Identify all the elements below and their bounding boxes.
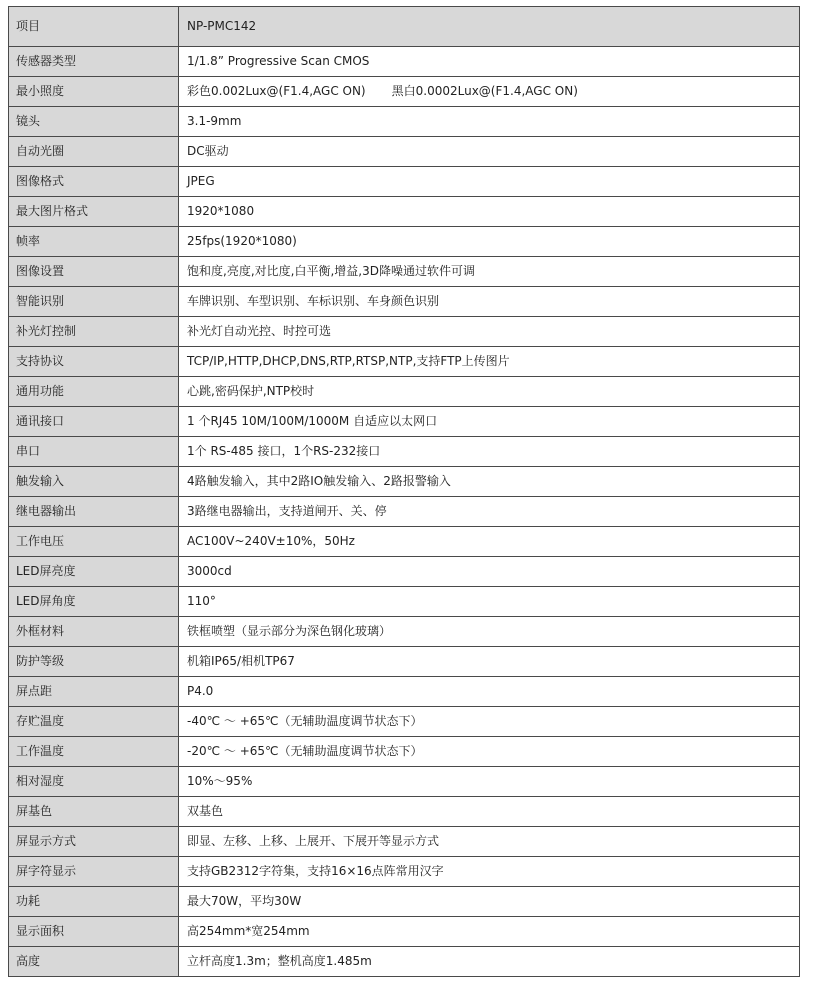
- table-row: [9, 377, 800, 407]
- row-label: 屏显示方式: [9, 827, 179, 857]
- row-label: 触发输入: [9, 467, 179, 497]
- row-label: 补光灯控制: [9, 317, 179, 347]
- row-label: 防护等级: [9, 647, 179, 677]
- row-value: 双基色: [179, 797, 800, 827]
- row-label: 通用功能: [9, 377, 179, 407]
- row-value-mono: 黑白0.0002Lux@(F1.4,AGC ON): [391, 84, 578, 98]
- table-row: [9, 47, 800, 77]
- row-label: 帧率: [9, 227, 179, 257]
- table-row: [9, 887, 800, 917]
- row-label: 图像设置: [9, 257, 179, 287]
- table-row: [9, 167, 800, 197]
- table-row: [9, 797, 800, 827]
- row-value: 车牌识别、车型识别、车标识别、车身颜色识别: [179, 287, 800, 317]
- row-value: 支持GB2312字符集，支持16×16点阵常用汉字: [179, 857, 800, 887]
- row-value: 3路继电器输出，支持道闸开、关、停: [179, 497, 800, 527]
- table-row: [9, 197, 800, 227]
- table-row: [9, 497, 800, 527]
- table-row: [9, 947, 800, 977]
- table-row: [9, 647, 800, 677]
- table-row: [9, 677, 800, 707]
- row-value: 1 个RJ45 10M/100M/1000M 自适应以太网口: [179, 407, 800, 437]
- row-label: 外框材料: [9, 617, 179, 647]
- row-value: 10%～95%: [179, 767, 800, 797]
- row-value: 1/1.8” Progressive Scan CMOS: [179, 47, 800, 77]
- row-label: 图像格式: [9, 167, 179, 197]
- row-label: 继电器输出: [9, 497, 179, 527]
- row-value: 3000cd: [179, 557, 800, 587]
- row-label: 自动光圈: [9, 137, 179, 167]
- table-row: [9, 827, 800, 857]
- row-value: -40℃ ～ +65℃（无辅助温度调节状态下）: [179, 707, 800, 737]
- table-row: [9, 77, 800, 107]
- row-label: 串口: [9, 437, 179, 467]
- table-row: [9, 257, 800, 287]
- row-label: 支持协议: [9, 347, 179, 377]
- table-row: [9, 407, 800, 437]
- row-value: 补光灯自动光控、时控可选: [179, 317, 800, 347]
- row-label: 屏字符显示: [9, 857, 179, 887]
- table-row: [9, 767, 800, 797]
- row-label: 通讯接口: [9, 407, 179, 437]
- row-label: 智能识别: [9, 287, 179, 317]
- row-value: 立杆高度1.3m；整机高度1.485m: [179, 947, 800, 977]
- row-value: 最大70W，平均30W: [179, 887, 800, 917]
- table-row: [9, 857, 800, 887]
- row-label: 最大图片格式: [9, 197, 179, 227]
- row-value: 110°: [179, 587, 800, 617]
- row-value: 25fps(1920*1080): [179, 227, 800, 257]
- row-value: 饱和度,亮度,对比度,白平衡,增益,3D降噪通过软件可调: [179, 257, 800, 287]
- row-value: JPEG: [179, 167, 800, 197]
- table-row: [9, 227, 800, 257]
- table-row: [9, 107, 800, 137]
- row-label: 存贮温度: [9, 707, 179, 737]
- row-label: 屏基色: [9, 797, 179, 827]
- row-label: 传感器类型: [9, 47, 179, 77]
- spec-table: [8, 6, 800, 977]
- table-row: [9, 527, 800, 557]
- table-row: [9, 707, 800, 737]
- row-label: 屏点距: [9, 677, 179, 707]
- row-value: P4.0: [179, 677, 800, 707]
- table-row: [9, 617, 800, 647]
- row-value: 高254mm*宽254mm: [179, 917, 800, 947]
- table-row: [9, 317, 800, 347]
- table-row: [9, 137, 800, 167]
- table-row: [9, 437, 800, 467]
- row-value: 即显、左移、上移、上展开、下展开等显示方式: [179, 827, 800, 857]
- row-label: 工作温度: [9, 737, 179, 767]
- table-row: [9, 917, 800, 947]
- row-value: DC驱动: [179, 137, 800, 167]
- table-header-row: [9, 7, 800, 47]
- row-label: 最小照度: [9, 77, 179, 107]
- table-row: [9, 557, 800, 587]
- header-label: 项目: [9, 7, 179, 47]
- row-value-color: 彩色0.002Lux@(F1.4,AGC ON): [187, 84, 366, 98]
- table-row: [9, 737, 800, 767]
- row-value: 铁框喷塑（显示部分为深色钢化玻璃）: [179, 617, 800, 647]
- row-label: 高度: [9, 947, 179, 977]
- row-value: 1920*1080: [179, 197, 800, 227]
- row-value: TCP/IP,HTTP,DHCP,DNS,RTP,RTSP,NTP,支持FTP上传图片: [179, 347, 800, 377]
- row-value: AC100V~240V±10%，50Hz: [179, 527, 800, 557]
- table-row: [9, 587, 800, 617]
- row-label: LED屏亮度: [9, 557, 179, 587]
- row-label: LED屏角度: [9, 587, 179, 617]
- row-value: 心跳,密码保护,NTP校时: [179, 377, 800, 407]
- row-value: 机箱IP65/相机TP67: [179, 647, 800, 677]
- row-value: 4路触发输入，其中2路IO触发输入、2路报警输入: [179, 467, 800, 497]
- row-label: 显示面积: [9, 917, 179, 947]
- row-value: -20℃ ～ +65℃（无辅助温度调节状态下）: [179, 737, 800, 767]
- row-label: 功耗: [9, 887, 179, 917]
- table-row: [9, 347, 800, 377]
- row-value: [179, 77, 800, 107]
- row-value: 1个 RS-485 接口，1个RS-232接口: [179, 437, 800, 467]
- header-value: NP-PMC142: [179, 7, 800, 47]
- row-label: 相对湿度: [9, 767, 179, 797]
- row-value: 3.1-9mm: [179, 107, 800, 137]
- table-row: [9, 467, 800, 497]
- row-label: 工作电压: [9, 527, 179, 557]
- row-label: 镜头: [9, 107, 179, 137]
- table-row: [9, 287, 800, 317]
